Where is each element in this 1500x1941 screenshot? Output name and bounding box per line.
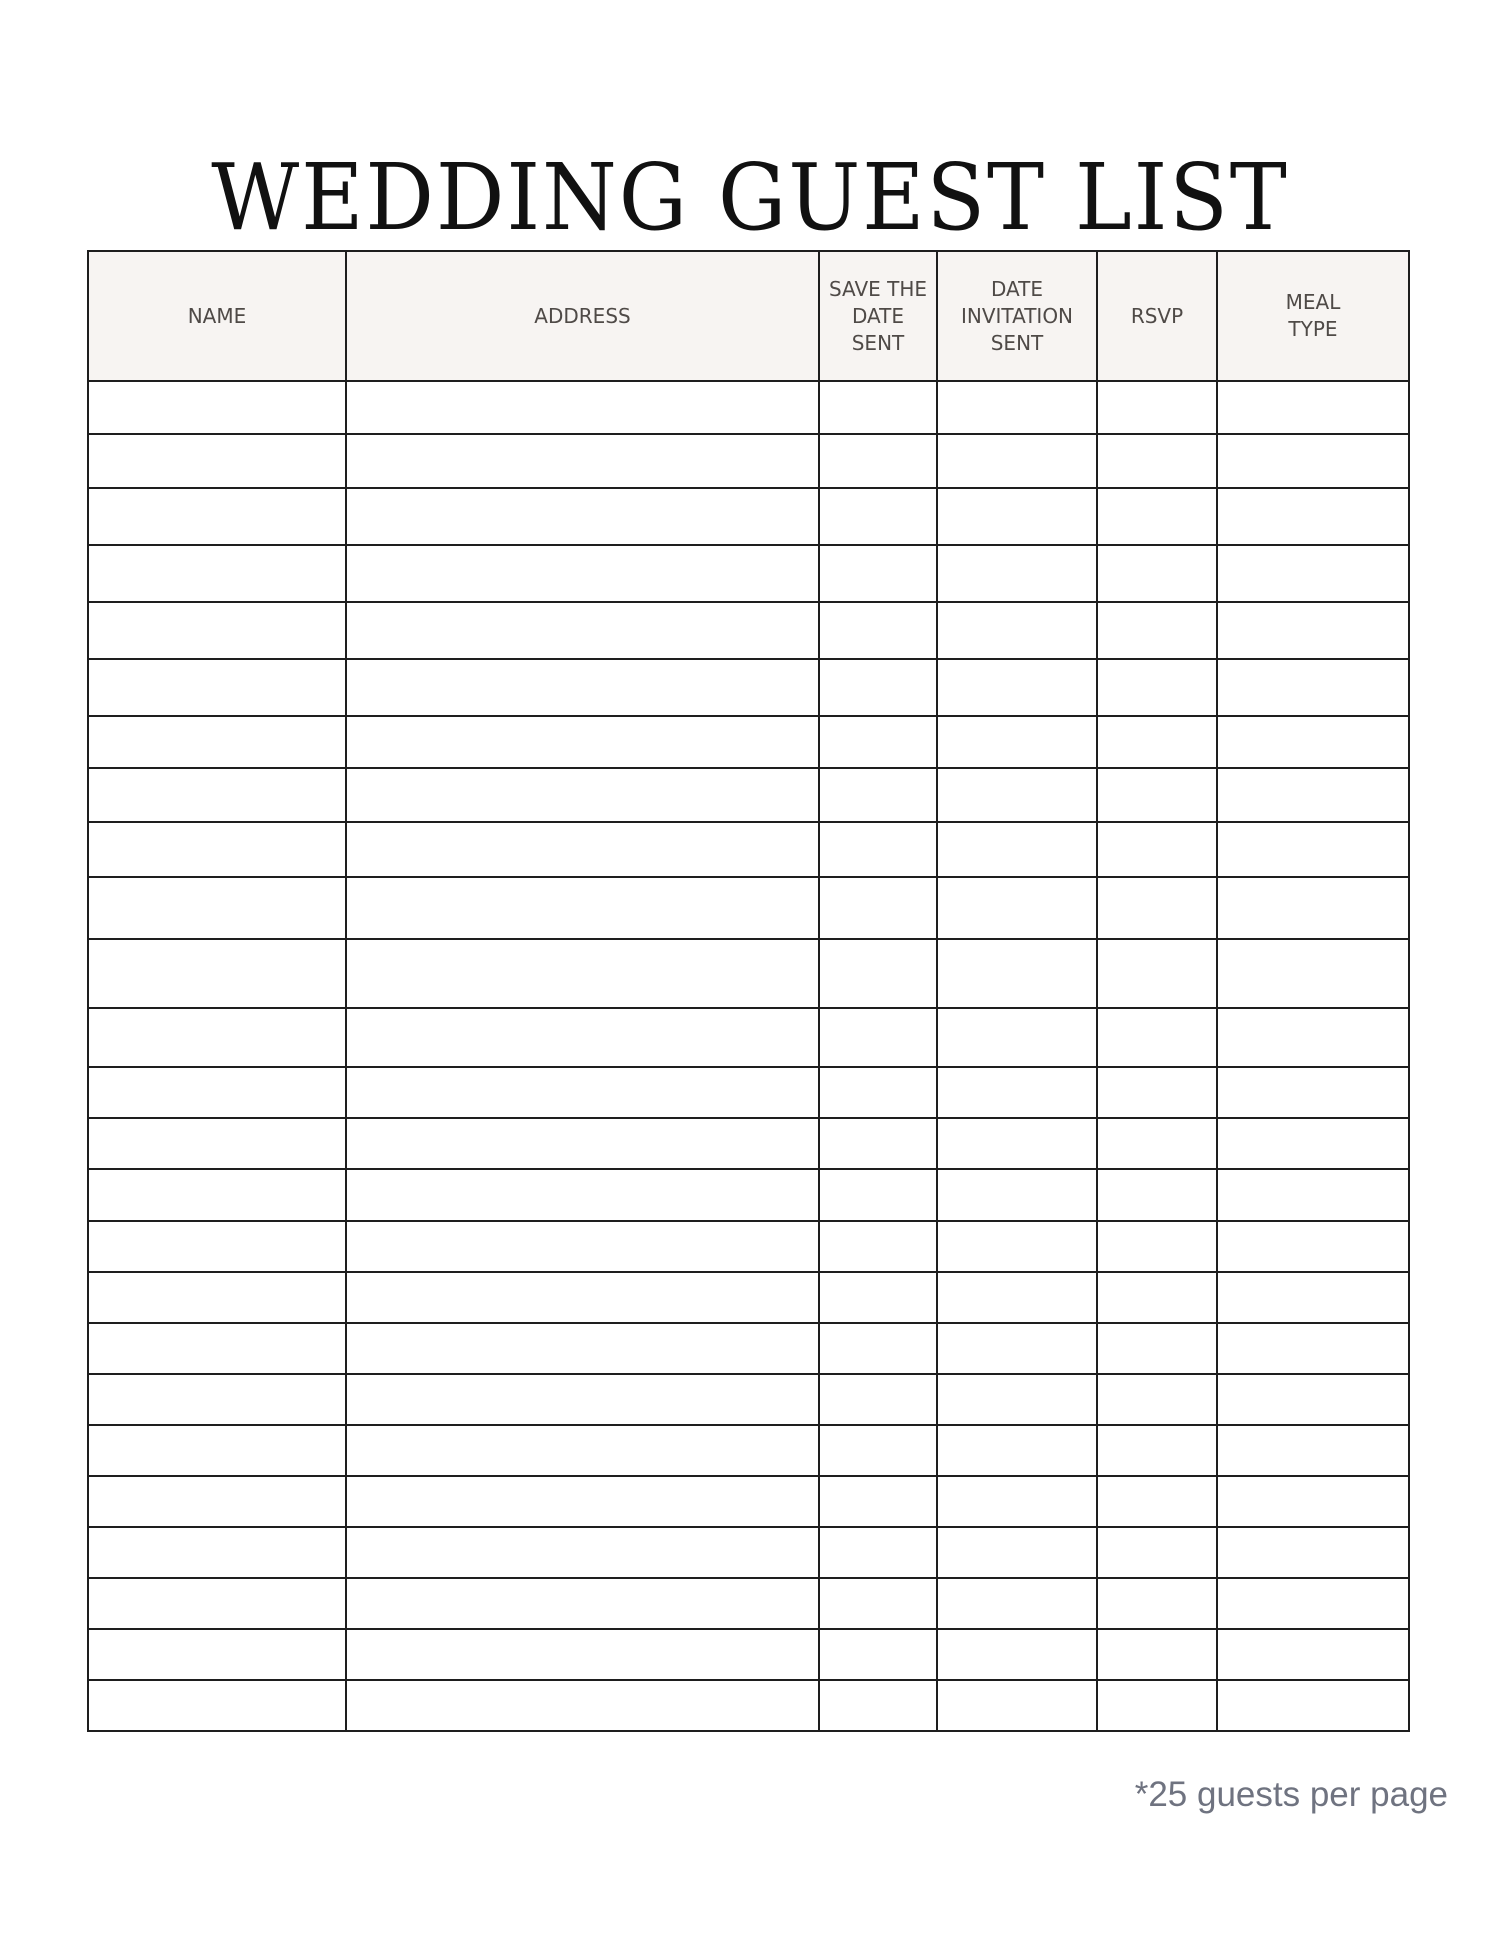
cell-invitation[interactable] xyxy=(937,1221,1097,1272)
cell-address[interactable] xyxy=(346,1067,819,1118)
cell-invitation[interactable] xyxy=(937,1169,1097,1221)
cell-name[interactable] xyxy=(88,1221,346,1272)
cell-invitation[interactable] xyxy=(937,877,1097,939)
cell-meal[interactable] xyxy=(1217,1629,1409,1680)
table-row xyxy=(88,1323,1409,1374)
cell-invitation[interactable] xyxy=(937,1118,1097,1169)
cell-meal[interactable] xyxy=(1217,1323,1409,1374)
cell-address[interactable] xyxy=(346,1272,819,1323)
cell-address[interactable] xyxy=(346,1680,819,1731)
cell-rsvp[interactable] xyxy=(1097,1221,1217,1272)
cell-rsvp[interactable] xyxy=(1097,1067,1217,1118)
cell-rsvp[interactable] xyxy=(1097,1629,1217,1680)
cell-save-the-date[interactable] xyxy=(819,822,937,877)
cell-save-the-date[interactable] xyxy=(819,545,937,602)
cell-meal[interactable] xyxy=(1217,939,1409,1008)
cell-save-the-date[interactable] xyxy=(819,1527,937,1578)
cell-name[interactable] xyxy=(88,1629,346,1680)
cell-rsvp[interactable] xyxy=(1097,545,1217,602)
table-row xyxy=(88,381,1409,434)
cell-address[interactable] xyxy=(346,1425,819,1476)
cell-save-the-date[interactable] xyxy=(819,1374,937,1425)
cell-address[interactable] xyxy=(346,1476,819,1527)
cell-save-the-date[interactable] xyxy=(819,1425,937,1476)
cell-rsvp[interactable] xyxy=(1097,434,1217,488)
cell-address[interactable] xyxy=(346,434,819,488)
table-row xyxy=(88,822,1409,877)
cell-meal[interactable] xyxy=(1217,1221,1409,1272)
cell-name[interactable] xyxy=(88,1578,346,1629)
table-row xyxy=(88,1221,1409,1272)
cell-invitation[interactable] xyxy=(937,1680,1097,1731)
guest-rows xyxy=(88,381,1409,1731)
table-row xyxy=(88,1527,1409,1578)
cell-rsvp[interactable] xyxy=(1097,1118,1217,1169)
table-row xyxy=(88,1374,1409,1425)
cell-rsvp[interactable] xyxy=(1097,716,1217,768)
cell-save-the-date[interactable] xyxy=(819,1008,937,1067)
column-header-save-the-date: SAVE THE DATE SENT xyxy=(819,251,937,381)
cell-invitation[interactable] xyxy=(937,659,1097,716)
cell-save-the-date[interactable] xyxy=(819,1169,937,1221)
cell-save-the-date[interactable] xyxy=(819,381,937,434)
cell-address[interactable] xyxy=(346,822,819,877)
cell-rsvp[interactable] xyxy=(1097,1272,1217,1323)
cell-address[interactable] xyxy=(346,1118,819,1169)
footnote: *25 guests per page xyxy=(1134,1775,1448,1814)
cell-address[interactable] xyxy=(346,1578,819,1629)
cell-name[interactable] xyxy=(88,1680,346,1731)
cell-invitation[interactable] xyxy=(937,1578,1097,1629)
cell-rsvp[interactable] xyxy=(1097,1323,1217,1374)
cell-name[interactable] xyxy=(88,1323,346,1374)
cell-name[interactable] xyxy=(88,1527,346,1578)
cell-meal[interactable] xyxy=(1217,877,1409,939)
cell-rsvp[interactable] xyxy=(1097,768,1217,822)
cell-name[interactable] xyxy=(88,716,346,768)
cell-meal[interactable] xyxy=(1217,1169,1409,1221)
table-row xyxy=(88,434,1409,488)
cell-meal[interactable] xyxy=(1217,602,1409,659)
cell-name[interactable] xyxy=(88,659,346,716)
cell-name[interactable] xyxy=(88,1169,346,1221)
cell-meal[interactable] xyxy=(1217,716,1409,768)
page-title: WEDDING GUEST LIST xyxy=(211,143,1289,251)
cell-meal[interactable] xyxy=(1217,381,1409,434)
table-row xyxy=(88,768,1409,822)
cell-meal[interactable] xyxy=(1217,434,1409,488)
column-header-address: ADDRESS xyxy=(346,251,819,381)
cell-meal[interactable] xyxy=(1217,545,1409,602)
cell-save-the-date[interactable] xyxy=(819,1067,937,1118)
cell-name[interactable] xyxy=(88,939,346,1008)
cell-rsvp[interactable] xyxy=(1097,1527,1217,1578)
cell-address[interactable] xyxy=(346,1008,819,1067)
table-row xyxy=(88,877,1409,939)
cell-invitation[interactable] xyxy=(937,545,1097,602)
table-row xyxy=(88,545,1409,602)
cell-name[interactable] xyxy=(88,1008,346,1067)
cell-rsvp[interactable] xyxy=(1097,1169,1217,1221)
cell-rsvp[interactable] xyxy=(1097,488,1217,545)
table-row xyxy=(88,1425,1409,1476)
cell-meal[interactable] xyxy=(1217,1067,1409,1118)
cell-rsvp[interactable] xyxy=(1097,1476,1217,1527)
table-row xyxy=(88,659,1409,716)
cell-rsvp[interactable] xyxy=(1097,659,1217,716)
table-row xyxy=(88,1118,1409,1169)
cell-name[interactable] xyxy=(88,877,346,939)
cell-save-the-date[interactable] xyxy=(819,659,937,716)
cell-name[interactable] xyxy=(88,602,346,659)
cell-save-the-date[interactable] xyxy=(819,1578,937,1629)
table-header-row xyxy=(88,251,1409,381)
column-header-invitation-sent: DATE INVITATION SENT xyxy=(937,251,1097,381)
cell-address[interactable] xyxy=(346,939,819,1008)
cell-address[interactable] xyxy=(346,1169,819,1221)
cell-rsvp[interactable] xyxy=(1097,381,1217,434)
guest-list-table xyxy=(87,250,1410,1732)
cell-save-the-date[interactable] xyxy=(819,602,937,659)
column-header-meal-type: MEAL TYPE xyxy=(1217,251,1409,381)
cell-save-the-date[interactable] xyxy=(819,1323,937,1374)
table-row xyxy=(88,488,1409,545)
cell-invitation[interactable] xyxy=(937,1425,1097,1476)
cell-invitation[interactable] xyxy=(937,1527,1097,1578)
cell-rsvp[interactable] xyxy=(1097,1374,1217,1425)
cell-meal[interactable] xyxy=(1217,1272,1409,1323)
cell-address[interactable] xyxy=(346,659,819,716)
cell-save-the-date[interactable] xyxy=(819,1476,937,1527)
cell-address[interactable] xyxy=(346,1629,819,1680)
cell-address[interactable] xyxy=(346,716,819,768)
cell-rsvp[interactable] xyxy=(1097,1425,1217,1476)
cell-meal[interactable] xyxy=(1217,1527,1409,1578)
cell-meal[interactable] xyxy=(1217,822,1409,877)
cell-invitation[interactable] xyxy=(937,1629,1097,1680)
cell-save-the-date[interactable] xyxy=(819,1118,937,1169)
cell-name[interactable] xyxy=(88,1067,346,1118)
cell-address[interactable] xyxy=(346,1323,819,1374)
table-row xyxy=(88,602,1409,659)
cell-invitation[interactable] xyxy=(937,1008,1097,1067)
table-row xyxy=(88,1629,1409,1680)
cell-rsvp[interactable] xyxy=(1097,1008,1217,1067)
cell-save-the-date[interactable] xyxy=(819,716,937,768)
cell-invitation[interactable] xyxy=(937,1476,1097,1527)
cell-save-the-date[interactable] xyxy=(819,1221,937,1272)
cell-meal[interactable] xyxy=(1217,659,1409,716)
cell-meal[interactable] xyxy=(1217,768,1409,822)
cell-name[interactable] xyxy=(88,1118,346,1169)
cell-save-the-date[interactable] xyxy=(819,939,937,1008)
cell-name[interactable] xyxy=(88,434,346,488)
cell-invitation[interactable] xyxy=(937,488,1097,545)
cell-rsvp[interactable] xyxy=(1097,877,1217,939)
cell-address[interactable] xyxy=(346,381,819,434)
cell-invitation[interactable] xyxy=(937,1272,1097,1323)
table-row xyxy=(88,1272,1409,1323)
cell-name[interactable] xyxy=(88,822,346,877)
cell-meal[interactable] xyxy=(1217,488,1409,545)
cell-rsvp[interactable] xyxy=(1097,602,1217,659)
cell-name[interactable] xyxy=(88,768,346,822)
column-header-name: NAME xyxy=(88,251,346,381)
cell-address[interactable] xyxy=(346,1221,819,1272)
column-header-rsvp: RSVP xyxy=(1097,251,1217,381)
cell-meal[interactable] xyxy=(1217,1008,1409,1067)
cell-address[interactable] xyxy=(346,545,819,602)
cell-name[interactable] xyxy=(88,545,346,602)
table-row xyxy=(88,1008,1409,1067)
cell-save-the-date[interactable] xyxy=(819,768,937,822)
cell-invitation[interactable] xyxy=(937,602,1097,659)
cell-rsvp[interactable] xyxy=(1097,1680,1217,1731)
cell-rsvp[interactable] xyxy=(1097,822,1217,877)
cell-name[interactable] xyxy=(88,1425,346,1476)
table-row xyxy=(88,1476,1409,1527)
cell-name[interactable] xyxy=(88,381,346,434)
cell-name[interactable] xyxy=(88,488,346,545)
cell-name[interactable] xyxy=(88,1374,346,1425)
cell-rsvp[interactable] xyxy=(1097,1578,1217,1629)
table-row xyxy=(88,1067,1409,1118)
table-row xyxy=(88,716,1409,768)
cell-meal[interactable] xyxy=(1217,1680,1409,1731)
cell-address[interactable] xyxy=(346,602,819,659)
cell-name[interactable] xyxy=(88,1476,346,1527)
cell-address[interactable] xyxy=(346,1374,819,1425)
cell-invitation[interactable] xyxy=(937,434,1097,488)
cell-invitation[interactable] xyxy=(937,1067,1097,1118)
cell-invitation[interactable] xyxy=(937,1323,1097,1374)
table-row xyxy=(88,1578,1409,1629)
table-row xyxy=(88,1680,1409,1731)
cell-invitation[interactable] xyxy=(937,1374,1097,1425)
cell-address[interactable] xyxy=(346,877,819,939)
cell-save-the-date[interactable] xyxy=(819,1629,937,1680)
table-row xyxy=(88,1169,1409,1221)
cell-rsvp[interactable] xyxy=(1097,939,1217,1008)
cell-address[interactable] xyxy=(346,488,819,545)
cell-address[interactable] xyxy=(346,1527,819,1578)
cell-meal[interactable] xyxy=(1217,1425,1409,1476)
cell-invitation[interactable] xyxy=(937,381,1097,434)
cell-save-the-date[interactable] xyxy=(819,877,937,939)
cell-invitation[interactable] xyxy=(937,768,1097,822)
cell-save-the-date[interactable] xyxy=(819,1272,937,1323)
cell-meal[interactable] xyxy=(1217,1118,1409,1169)
cell-meal[interactable] xyxy=(1217,1374,1409,1425)
cell-address[interactable] xyxy=(346,768,819,822)
cell-meal[interactable] xyxy=(1217,1578,1409,1629)
cell-invitation[interactable] xyxy=(937,716,1097,768)
cell-invitation[interactable] xyxy=(937,939,1097,1008)
cell-name[interactable] xyxy=(88,1272,346,1323)
cell-save-the-date[interactable] xyxy=(819,434,937,488)
cell-meal[interactable] xyxy=(1217,1476,1409,1527)
cell-save-the-date[interactable] xyxy=(819,488,937,545)
cell-save-the-date[interactable] xyxy=(819,1680,937,1731)
table-row xyxy=(88,939,1409,1008)
cell-invitation[interactable] xyxy=(937,822,1097,877)
